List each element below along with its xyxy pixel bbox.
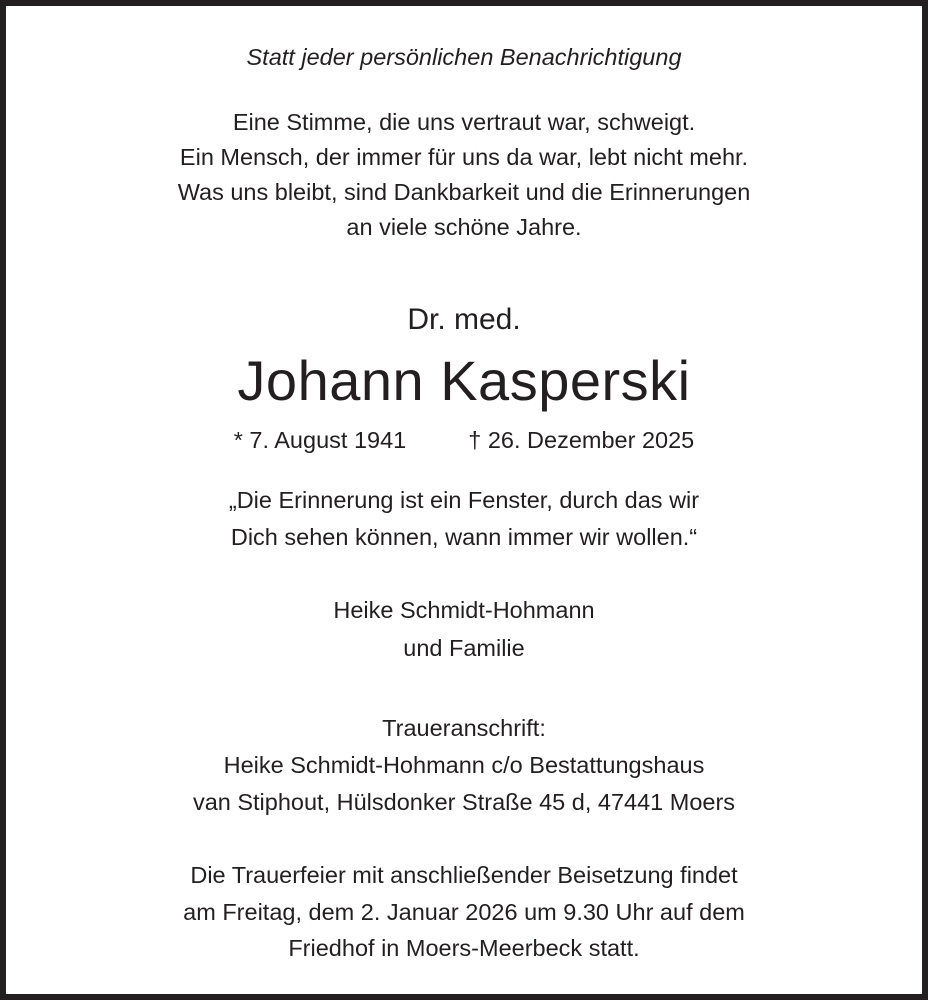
poem-line: Ein Mensch, der immer für uns da war, lebt nicht mehr. <box>179 144 749 170</box>
address-line: van Stiphout, Hülsdonker Straße 45 d, 47441 Moers <box>192 789 736 815</box>
address-line: Heike Schmidt-Hohmann c/o Bestattungshaus <box>223 752 705 778</box>
funeral-line: Friedhof in Moers-Meerbeck statt. <box>288 935 640 961</box>
life-dates <box>6 422 922 458</box>
academic-title: Dr. med. <box>407 303 521 336</box>
death-date: † 26. Dezember 2025 <box>468 427 695 453</box>
mourner-line: Heike Schmidt-Hohmann <box>333 597 595 623</box>
quote-line: Dich sehen können, wann immer wir wollen.“ <box>230 524 698 550</box>
deceased-name: Johann Kasperski <box>237 349 691 412</box>
address-line: Traueranschrift: <box>382 715 546 741</box>
poem-line: Eine Stimme, die uns vertraut war, schweigt. <box>232 109 696 135</box>
birth-date: * 7. August 1941 <box>233 427 407 453</box>
poem-line: an viele schöne Jahre. <box>346 214 582 240</box>
funeral-line: am Freitag, dem 2. Januar 2026 um 9.30 Uhr auf dem <box>183 899 745 925</box>
quote-line: „Die Erinnerung ist ein Fenster, durch das wir <box>228 487 700 513</box>
header-line: Statt jeder persönlichen Benachrichtigung <box>246 44 682 70</box>
poem-line: Was uns bleibt, sind Dankbarkeit und die Erinnerungen <box>177 179 751 205</box>
mourner-line: und Familie <box>403 635 525 661</box>
funeral-line: Die Trauerfeier mit anschließender Beisetzung findet <box>190 862 738 888</box>
